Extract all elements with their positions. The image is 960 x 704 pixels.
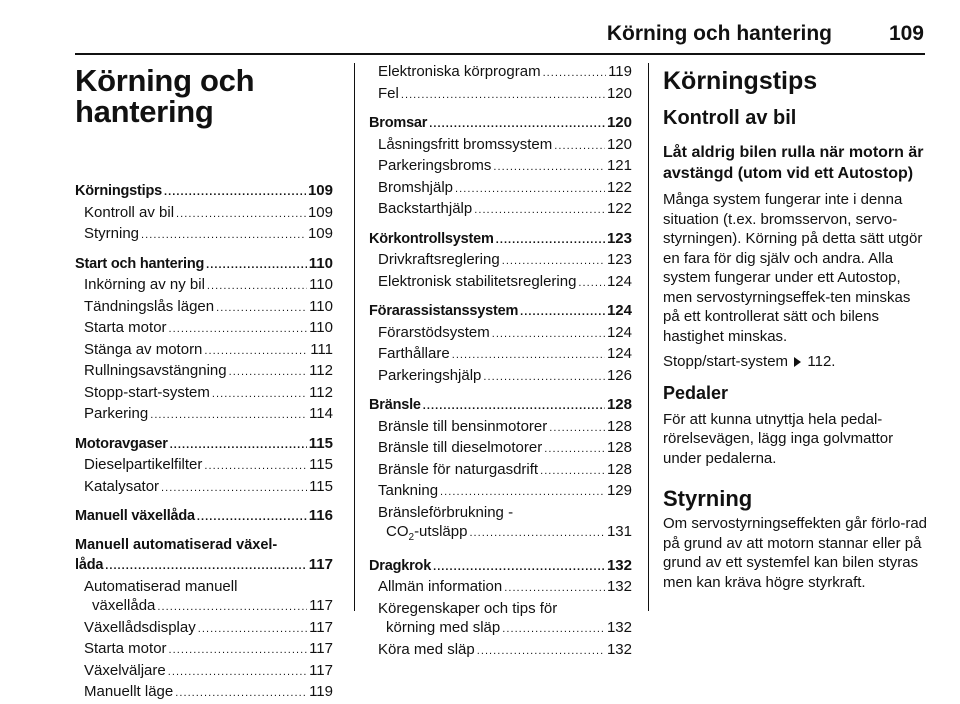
toc-entry-page: 109: [307, 203, 333, 221]
toc-entry[interactable]: [369, 84, 632, 106]
toc-leader-dots: [161, 477, 307, 499]
toc-entry-title: Köregenskaper och tips för: [378, 599, 558, 617]
toc-entry-title: Start och hantering: [75, 255, 205, 272]
toc-entry-page: 117: [309, 597, 333, 614]
toc-entry-page: 123: [606, 229, 632, 247]
toc-entry-page: 117: [308, 556, 333, 573]
toc-leader-dots: [554, 135, 605, 157]
toc-entry-title: Bromsar: [369, 115, 428, 131]
toc-section-entry[interactable]: [75, 506, 333, 528]
cross-reference-text: Stopp/start-system: [663, 353, 789, 370]
toc-entry-page: 122: [606, 178, 632, 196]
toc-entry-title: Fel: [378, 84, 399, 102]
column-divider-left: [354, 63, 355, 611]
toc-entry[interactable]: [75, 203, 333, 225]
toc-entry[interactable]: [75, 383, 333, 405]
toc-entry-page: 124: [606, 345, 632, 362]
toc-column-1: [75, 62, 333, 704]
toc-leader-dots: [540, 460, 605, 482]
section-heading: Körningstips: [663, 67, 818, 95]
toc-entry-page: 124: [606, 323, 632, 341]
toc-entry-title: Katalysator: [84, 477, 160, 495]
toc-gap: [75, 246, 333, 254]
toc-leader-dots: [204, 340, 308, 362]
toc-entry-page: 129: [606, 482, 632, 499]
toc-leader-dots: [141, 224, 306, 246]
toc-entry-title: låda: [75, 557, 104, 573]
toc-entry-title: Rullningsavstängning: [84, 362, 227, 379]
toc-leader-dots: [455, 178, 605, 200]
toc-entry-towbar[interactable]: [369, 556, 632, 578]
toc-entry-title: Manuellt läge: [84, 683, 174, 700]
toc-entry-page: 109: [307, 182, 333, 199]
toc-leader-dots: [452, 344, 605, 366]
toc-leader-dots: [504, 577, 605, 599]
arrow-right-icon: [794, 357, 801, 367]
emissions-text: -utsläpp: [414, 523, 468, 540]
body-paragraph: För att kunna utnyttja hela pedal-rörelsevägen, lägg inga golvmattor under pedalerna.: [663, 410, 894, 467]
toc-entry-page: 128: [606, 396, 632, 413]
toc-leader-dots: [469, 522, 605, 544]
subsection-heading: Kontroll av bil: [663, 107, 797, 129]
toc-entry-page: 120: [606, 135, 632, 153]
toc-entry-page: 116: [308, 507, 333, 524]
toc-entry[interactable]: [369, 344, 632, 366]
body-paragraph: Många system fungerar inte i denna situation (t.ex. bromsservon, servo-styrningen). Körning på detta sätt utgör en fara för dig själv och andra. Alla system fungerar under ett Autostop, men servostyrningseffek-ten minskas på ett kontrollerat sätt och bilens hastighet minskas.: [663, 191, 923, 345]
toc-leader-dots: [229, 361, 307, 383]
toc-leader-dots: [492, 323, 605, 345]
body-paragraph: Om servostyrningseffekten går förlo-rad på grund av att motorn stannar eller på grund av ett systemfel kan bilen styras men kan kräva högre styrkraft.: [663, 515, 928, 591]
toc-entry-title: Parkering: [84, 405, 149, 422]
toc-entry-page: 115: [309, 477, 333, 495]
toc-entry-page: 122: [606, 200, 632, 217]
toc-entry-title: Elektronisk stabilitetsreglering: [378, 272, 577, 290]
toc-entry-page: 128: [606, 417, 632, 435]
toc-leader-dots: [206, 254, 307, 276]
toc-entry-page: 120: [606, 84, 632, 102]
chapter-title-line-2: hantering: [75, 94, 214, 129]
header-rule: [75, 53, 925, 55]
toc-entry[interactable]: [75, 404, 333, 426]
toc-entry-title: Kontroll av bil: [84, 203, 175, 221]
toc-leader-dots: [169, 639, 308, 661]
toc-section-entry[interactable]: [369, 301, 632, 323]
toc-entry-page: 117: [309, 618, 333, 636]
toc-entry-title: Starta motor: [84, 319, 167, 336]
toc-entry-title: Parkeringshjälp: [378, 366, 482, 384]
toc-entry[interactable]: [75, 318, 333, 340]
toc-entry-title: Växelväljare: [84, 661, 166, 679]
toc-leader-dots: [477, 640, 605, 662]
toc-section-entry[interactable]: [75, 434, 333, 456]
toc-entry-title: Inkörning av ny bil: [84, 276, 205, 293]
toc-entry-page: 110: [309, 297, 333, 315]
toc-entry-page: 114: [309, 405, 333, 422]
toc-entry-title: Växellådsdisplay: [84, 618, 196, 636]
toc-leader-dots: [401, 84, 605, 106]
page-number: 109: [888, 22, 924, 45]
toc-entry-manual-automated[interactable]: [75, 536, 333, 577]
toc-entry-title: Tankning: [378, 482, 439, 499]
toc-leader-dots: [168, 661, 307, 683]
toc-entry-title: Bränsleförbrukning -: [378, 503, 514, 521]
toc-entry-page: 110: [308, 254, 333, 272]
toc-entry-page: 110: [309, 319, 333, 336]
toc-entry-title: Tändningslås lägen: [84, 297, 215, 315]
toc-entry-title: Bromshjälp: [378, 178, 454, 196]
toc-entry[interactable]: [369, 62, 632, 84]
toc-entry-title: Manuell växellåda: [75, 508, 195, 524]
toc-entry-page: 112: [309, 383, 333, 401]
toc-leader-dots: [493, 156, 605, 178]
toc-entry[interactable]: [75, 682, 333, 704]
toc-leader-dots: [169, 318, 308, 340]
toc-entry[interactable]: [369, 438, 632, 460]
toc-leader-dots: [549, 417, 605, 439]
toc-entry[interactable]: [369, 156, 632, 178]
toc-entry-row: [75, 555, 333, 577]
toc-entry-page: 132: [606, 556, 632, 574]
toc-entry-title: Manuell automatiserad växel-: [75, 536, 278, 553]
toc-leader-dots: [157, 596, 307, 618]
toc-gap: [369, 387, 632, 395]
toc-leader-dots: [207, 275, 307, 297]
toc-entry-page: 124: [606, 272, 632, 290]
toc-entry-title: Låsningsfritt bromssystem: [378, 135, 553, 153]
cross-reference[interactable]: [663, 352, 928, 372]
toc-entry-towing[interactable]: [369, 640, 632, 662]
toc-entry[interactable]: [75, 661, 333, 683]
toc-entry[interactable]: [75, 639, 333, 661]
toc-leader-dots: [578, 272, 605, 294]
toc-gap: [75, 528, 333, 536]
toc-leader-dots: [502, 250, 605, 272]
toc-list-1: [75, 181, 333, 536]
toc-leader-dots: [204, 455, 307, 477]
content-column: [663, 62, 928, 598]
toc-leader-dots: [212, 383, 307, 405]
toc-entry[interactable]: [75, 224, 333, 246]
toc-entry[interactable]: [369, 481, 632, 503]
toc-leader-dots: [175, 682, 307, 704]
toc-gap: [369, 548, 632, 556]
toc-entry-page: 112: [309, 362, 333, 379]
toc-entry[interactable]: [75, 340, 333, 362]
toc-entry-title: Dragkrok: [369, 557, 432, 574]
toc-entry-page: 109: [307, 225, 333, 242]
toc-entry-page: 117: [309, 640, 333, 657]
toc-leader-dots: [150, 404, 307, 426]
toc-entry-page: 120: [606, 114, 632, 131]
toc-entry-page: 124: [606, 302, 632, 319]
toc-leader-dots: [216, 297, 307, 319]
toc-entry-title: Förarassistanssystem: [369, 303, 519, 319]
toc-entry-title: Körkontrollsystem: [369, 230, 494, 247]
toc-entry-title: Förarstödsystem: [378, 323, 490, 341]
toc-entry-page: 128: [606, 460, 632, 478]
toc-entry[interactable]: [369, 199, 632, 221]
toc-entry-title: Starta motor: [84, 640, 167, 657]
toc-entry-page: 126: [606, 366, 632, 384]
toc-entry-page: 132: [606, 640, 632, 658]
toc-entry[interactable]: [75, 297, 333, 319]
toc-entry[interactable]: [369, 323, 632, 345]
toc-entry-page: 132: [606, 578, 632, 595]
toc-entry[interactable]: [75, 275, 333, 297]
column-divider-right: [648, 63, 649, 611]
toc-entry-title: Allmän information: [378, 578, 503, 595]
toc-leader-dots: [105, 555, 307, 577]
toc-entry-driving-tips-trailer[interactable]: [369, 599, 632, 640]
toc-leader-dots: [198, 618, 307, 640]
toc-entry[interactable]: [369, 178, 632, 200]
toc-entry-page: 123: [606, 251, 632, 268]
toc-entry[interactable]: [369, 272, 632, 294]
toc-leader-dots: [164, 181, 306, 203]
toc-entry-title: Bränsle: [369, 397, 421, 413]
toc-leader-dots: [197, 506, 307, 528]
toc-section-entry[interactable]: [369, 395, 632, 417]
toc-entry-title: Bränsle till dieselmotorer: [378, 439, 543, 456]
toc-entry[interactable]: [369, 417, 632, 439]
toc-leader-dots: [520, 301, 605, 323]
toc-entry-title: [386, 522, 467, 548]
toc-leader-dots: [440, 481, 605, 503]
toc-leader-dots: [474, 199, 605, 221]
toc-entry-general-info[interactable]: [369, 577, 632, 599]
toc-entry-title: Backstarthjälp: [378, 200, 473, 217]
toc-entry[interactable]: [369, 366, 632, 388]
toc-leader-dots: [423, 395, 605, 417]
toc-entry-title: Bränsle för naturgasdrift: [378, 460, 539, 478]
toc-list-1-rest: [75, 618, 333, 704]
toc-entry-title: växellåda: [92, 597, 156, 614]
toc-section-entry[interactable]: [369, 113, 632, 135]
toc-leader-dots: [502, 618, 605, 640]
toc-entry-page: 128: [606, 439, 632, 456]
toc-entry[interactable]: [75, 477, 333, 499]
co-text: CO: [386, 523, 409, 540]
toc-gap: [75, 426, 333, 434]
toc-entry-page: 110: [309, 276, 333, 293]
toc-entry-title: Stänga av motorn: [84, 340, 203, 358]
toc-entry-title: Farthållare: [378, 345, 450, 362]
toc-entry-page: 115: [309, 456, 333, 473]
chapter-title: [75, 65, 333, 127]
toc-entry-page: 115: [308, 434, 333, 452]
toc-leader-dots: [544, 438, 605, 460]
toc-leader-dots: [429, 113, 605, 135]
toc-entry-title: körning med släp: [386, 619, 501, 636]
toc-gap: [369, 221, 632, 229]
toc-leader-dots: [433, 556, 605, 578]
toc-entry-title: Körningstips: [75, 183, 163, 199]
warning-heading: Låt aldrig bilen rulla när motorn är avstängd (utom vid ett Autostop): [663, 144, 924, 182]
pedals-heading: Pedaler: [663, 382, 729, 403]
cross-reference-page: 112.: [807, 353, 836, 370]
running-title: Körning och hantering: [606, 22, 832, 45]
toc-section-entry[interactable]: [75, 254, 333, 276]
toc-entry-page: 119: [309, 683, 333, 700]
toc-leader-dots: [483, 366, 605, 388]
toc-list-2: [369, 62, 632, 503]
toc-entry[interactable]: [75, 361, 333, 383]
toc-entry-page: 131: [606, 523, 632, 540]
toc-entry-title: Automatiserad manuell: [84, 577, 238, 595]
toc-entry-page: 132: [606, 619, 632, 636]
chapter-title-line-1: Körning och: [75, 63, 255, 98]
toc-entry-title: Motoravgaser: [75, 435, 168, 452]
toc-entry[interactable]: [75, 618, 333, 640]
toc-entry[interactable]: [369, 460, 632, 482]
toc-entry-page: 121: [606, 157, 632, 174]
toc-entry[interactable]: [369, 135, 632, 157]
toc-entry-row: [369, 618, 632, 640]
toc-gap: [369, 105, 632, 113]
toc-column-2: [369, 62, 632, 661]
toc-entry-page: 119: [608, 63, 632, 80]
toc-section-entry[interactable]: [75, 181, 333, 203]
toc-entry-title: Drivkraftsreglering: [378, 251, 500, 268]
subscript-2: 2: [408, 532, 415, 543]
toc-entry-title: Bränsle till bensinmotorer: [378, 417, 548, 435]
toc-entry-title: Köra med släp: [378, 640, 475, 658]
toc-leader-dots: [170, 434, 307, 456]
toc-entry-page: 117: [309, 661, 333, 679]
toc-entry-automated-manual[interactable]: [75, 577, 333, 618]
toc-entry-row: [75, 596, 333, 618]
toc-leader-dots: [496, 229, 605, 251]
toc-entry-title: Styrning: [84, 225, 140, 242]
toc-entry-title: Elektroniska körprogram: [378, 63, 541, 80]
toc-leader-dots: [543, 62, 607, 84]
toc-entry-title: Dieselpartikelfilter: [84, 456, 203, 473]
toc-entry-title: Parkeringsbroms: [378, 157, 492, 174]
toc-entry-row: [369, 522, 632, 548]
toc-gap: [369, 293, 632, 301]
toc-leader-dots: [176, 203, 306, 225]
toc-section-entry[interactable]: [369, 229, 632, 251]
toc-entry-title: Stopp-start-system: [84, 383, 210, 401]
toc-entry[interactable]: [75, 455, 333, 477]
toc-entry-page: 111: [310, 340, 333, 358]
toc-entry[interactable]: [369, 250, 632, 272]
toc-entry-fuel-consumption[interactable]: [369, 503, 632, 548]
steering-heading: Styrning: [663, 486, 753, 511]
toc-gap: [75, 498, 333, 506]
